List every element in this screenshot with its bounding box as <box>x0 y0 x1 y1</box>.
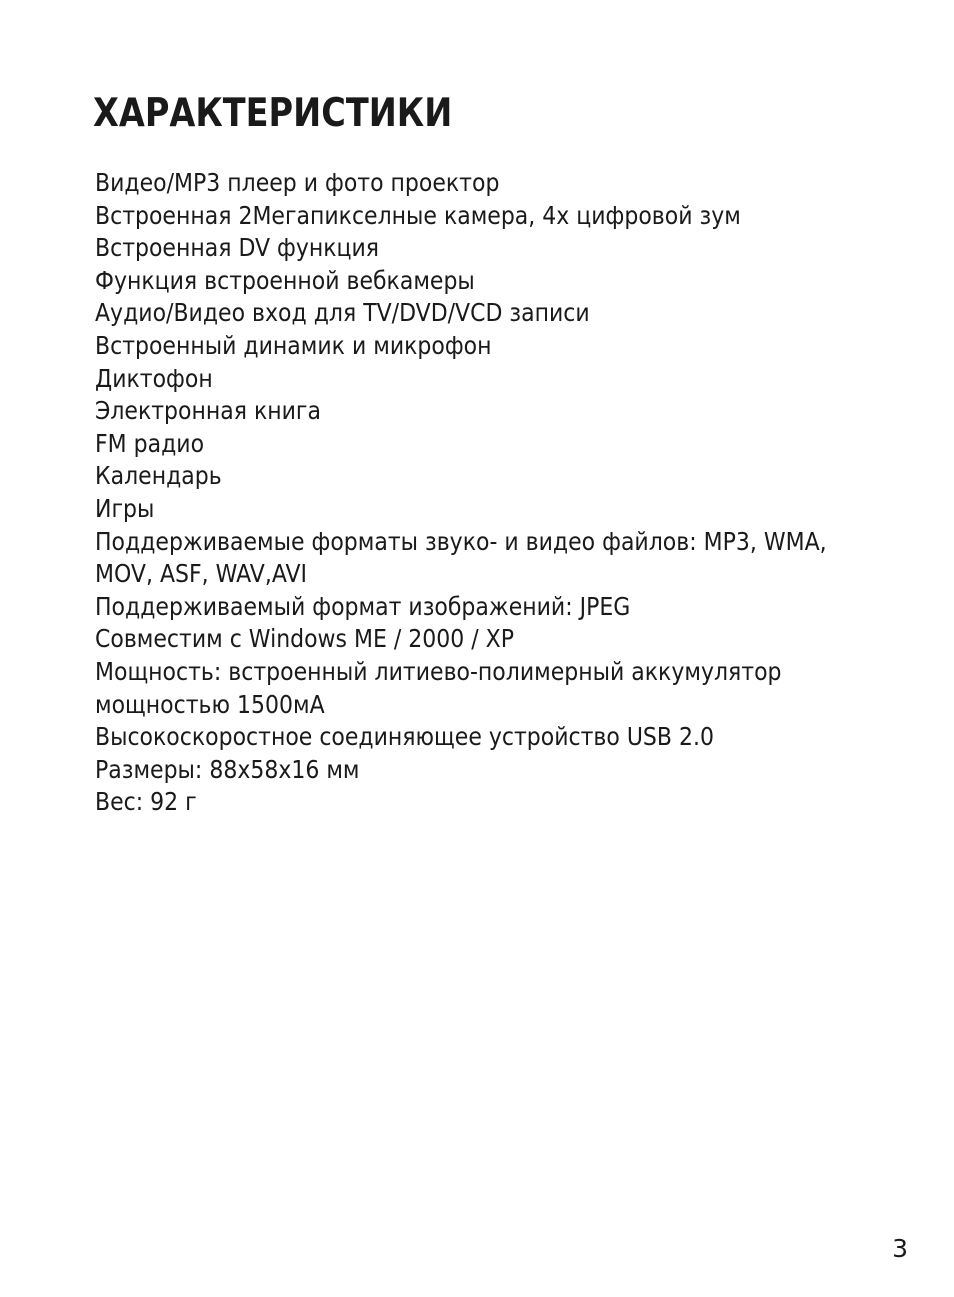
spec-line: Высокоскоростное соединяющее устройство USB 2.0 <box>95 722 714 752</box>
spec-line: Встроенная DV функция <box>95 233 380 263</box>
spec-line: Игры <box>95 493 155 523</box>
spec-line: Видео/MP3 плеер и фото проектор <box>95 168 500 197</box>
spec-line: MOV, ASF, WAV,AVI <box>95 559 308 589</box>
spec-line: Поддерживаемый формат изображений: JPEG <box>95 591 631 621</box>
spec-line: Совместим с Windows ME / 2000 / XP <box>95 624 515 654</box>
spec-line: Встроенная 2Мегапикселные камера, 4х цифровой зум <box>95 200 741 230</box>
spec-line: Календарь <box>95 461 222 491</box>
spec-line: мощностью 1500мА <box>95 689 325 719</box>
spec-line: FM радио <box>95 428 205 458</box>
spec-line: Вес: 92 г <box>95 787 197 817</box>
page-title: ХАРАКТЕРИСТИКИ <box>93 91 453 136</box>
spec-line: Поддерживаемые форматы звуко- и видео файлов: MP3, WMA, <box>95 526 827 556</box>
spec-line: Электронная книга <box>95 396 321 426</box>
spec-line: Встроенный динамик и микрофон <box>95 330 492 360</box>
spec-line: Размеры: 88x58x16 мм <box>95 754 360 784</box>
spec-line: Мощность: встроенный литиево-полимерный аккумулятор <box>95 656 782 686</box>
spec-line: Функция встроенной вебкамеры <box>95 265 475 295</box>
spec-line: Диктофон <box>95 363 213 393</box>
spec-line: Аудио/Видео вход для TV/DVD/VCD записи <box>95 298 590 328</box>
specification-list <box>95 167 895 819</box>
page-number: 3 <box>892 1234 908 1263</box>
